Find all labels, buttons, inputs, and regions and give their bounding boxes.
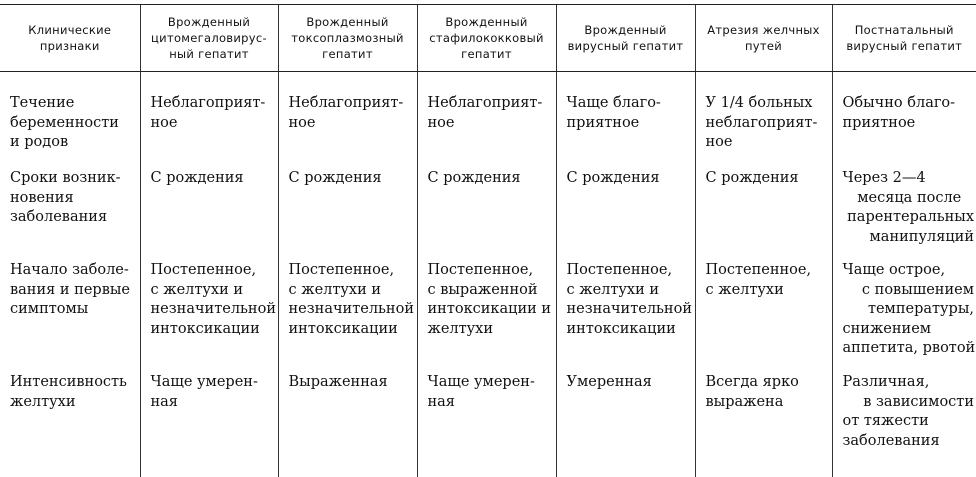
table-cell: Неблагоприят- ное <box>140 72 278 170</box>
table-cell: У 1/4 больных неблагоприят- ное <box>695 72 832 170</box>
table-cell: Чаще умерен- ная <box>417 373 556 477</box>
table-cell: Постепенное, с желтухи и незначительной интоксикации <box>278 261 417 373</box>
table-cell: С рождения <box>556 169 695 261</box>
header-congenital-cmv-hepatitis: Врожденный цитомегаловирус- ный гепатит <box>140 5 278 72</box>
table-cell-sign: Начало заболе- вания и первые симптомы <box>10 262 130 317</box>
table-cell: Выраженная <box>278 373 417 477</box>
header-congenital-toxoplasmosis-hepatitis: Врожденный токсоплазмозный гепатит <box>278 5 417 72</box>
table-cell: Через 2—4 месяца после парентеральных манипуляций <box>832 169 976 261</box>
table-cell-sign: Интенсивность желтухи <box>10 374 127 410</box>
header-row <box>0 5 976 72</box>
table-cell: Постепенное, с выраженной интоксикации и желтухи <box>417 261 556 373</box>
table-cell-sign: Сроки возник- новения заболевания <box>10 170 121 225</box>
header-congenital-viral-hepatitis: Врожденный вирусный гепатит <box>556 5 695 72</box>
table-row-jaundice-intensity <box>0 373 976 477</box>
comparison-table <box>0 4 976 477</box>
table-cell: Постепенное, с желтухи и незначительной интоксикации <box>556 261 695 373</box>
table-cell: Неблагоприят- ное <box>278 72 417 170</box>
table-cell: Всегда ярко выражена <box>695 373 832 477</box>
header-postnatal-viral-hepatitis: Постнатальный вирусный гепатит <box>832 5 976 72</box>
table-cell: С рождения <box>695 169 832 261</box>
table-cell: С рождения <box>140 169 278 261</box>
table-cell: Чаще умерен- ная <box>140 373 278 477</box>
table-row-pregnancy-course <box>0 72 976 170</box>
table-cell: Постепенное, с желтухи и незначительной интоксикации <box>140 261 278 373</box>
header-congenital-staphylococcal-hepatitis: Врожденный стафилококковый гепатит <box>417 5 556 72</box>
table-cell: Обычно благо- приятное <box>832 72 976 170</box>
header-biliary-atresia: Атрезия желчных путей <box>695 5 832 72</box>
table-cell: Постепенное, с желтухи <box>695 261 832 373</box>
table-cell: Неблагоприят- ное <box>417 72 556 170</box>
table-cell: Умеренная <box>556 373 695 477</box>
table-cell: С рождения <box>278 169 417 261</box>
table-cell: Различная, в зависимости от тяжести заболевания <box>832 373 976 477</box>
table-cell: С рождения <box>417 169 556 261</box>
table-cell-sign: Течение беременности и родов <box>10 95 119 150</box>
table-cell: Чаще благо- приятное <box>556 72 695 170</box>
table-row-onset-symptoms <box>0 261 976 373</box>
table-cell: Чаще острое, с повышением температуры, снижением аппетита, рвотой <box>832 261 976 373</box>
header-clinical-signs: Клинические признаки <box>0 5 140 72</box>
table-row-onset-time <box>0 169 976 261</box>
